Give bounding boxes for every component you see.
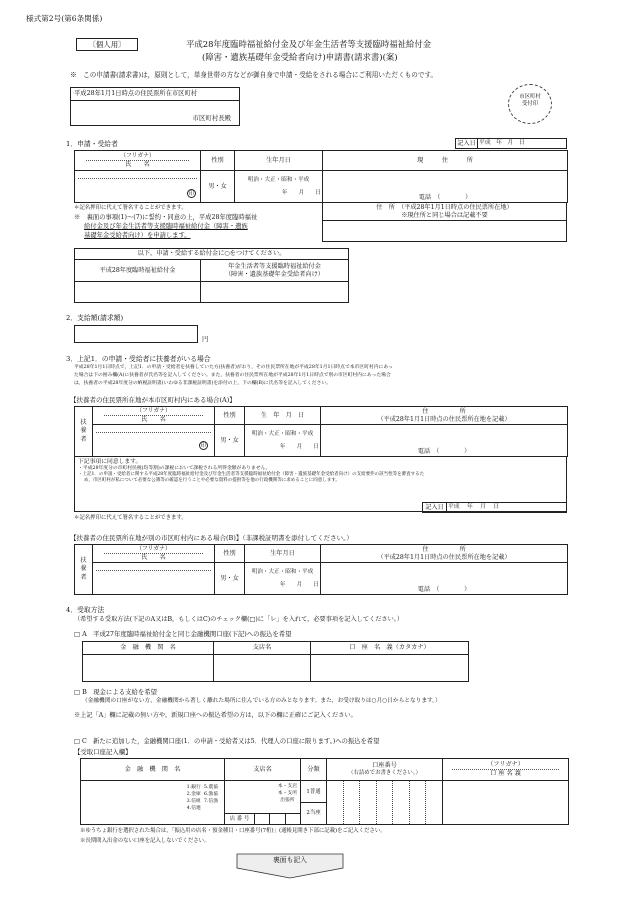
account-holder-header [443, 759, 569, 781]
phone-label: 電話 （ ） [418, 194, 472, 202]
furigana-label: （フリガナ） [86, 153, 189, 161]
address-header: 現 住 所 [323, 151, 568, 171]
dependent-b-name-field[interactable] [93, 563, 215, 595]
account-number-label: 口座番号 [372, 762, 397, 770]
gender-header: 性別 [201, 151, 235, 171]
applicant-name-header [75, 151, 201, 171]
bank-type-list: 1.銀行 5.農協 2.金庫 6.漁協 3.信組 7.信漁 4.信連 [186, 785, 218, 811]
account-number-sub: （右詰めでお書きください。） [348, 770, 421, 776]
consent-item-3: め，市区町村が私について必要な公簿等の確認を行うことや必要な資料の提供等を他の行政機関等に求めることに同意します。 [84, 477, 340, 483]
amount-unit: 円 [202, 335, 209, 343]
account-entry-table [80, 758, 569, 825]
option-a-bank-field[interactable] [83, 655, 214, 682]
address-field[interactable] [323, 171, 568, 203]
consent-item-2: ・上記1．の申請・受給者に関する平成28年度臨時福祉給付金及び年金生活者等支援臨時福祉給付金（障害・遺族基礎年金受給者向け）の支給要件の該当性等を審査するた [78, 472, 425, 478]
dependent-b-name-label: 氏 名 [141, 553, 166, 561]
option-a-branch-field[interactable] [214, 655, 311, 682]
consent-title: 下記事項に同意します。 [78, 459, 142, 465]
account-bank-field[interactable] [81, 781, 225, 825]
dependent-a-name-field[interactable] [93, 425, 215, 457]
section3-paragraph-3: は，扶養者の平成28年度分の納税証明書(いわゆる非課税証明書)を添付の上，下の欄(B)に氏名等を記入してください。 [74, 381, 331, 386]
registered-address-label: 住 所 （平成28年1月1日時点の住民票所在地） [376, 203, 513, 211]
dependent-b-heading: 【扶養者の住民票所在地が別の市区町村内にある場合(B)】（非課税証明書を添付してください。） [70, 534, 353, 542]
consent-note-1: ※ 裏面の事項(1)～(7)に誓約・同意の上，平成28年度臨時福祉 [74, 214, 258, 221]
form-number: 様式第2号(第6条関係) [26, 14, 103, 23]
dependent-a-gender-field[interactable]: 男・女 [215, 425, 245, 457]
dependent-b-era: 明治・大正・昭和・平成 [251, 568, 314, 575]
benefit-mark-a[interactable] [75, 282, 201, 303]
registered-address-note: ※現住所と同じ場合は記載不要 [401, 211, 488, 219]
form-title-line1: 平成28年度臨時福祉給付金及び年金生活者等支援臨時福祉給付金 [186, 39, 432, 49]
dependent-a-ymd: 年 月 日 [279, 443, 319, 450]
dependent-a-address-h1: 住 所 [422, 407, 466, 415]
option-a-branch-header: 支店名 [214, 642, 311, 655]
dependent-b-ymd: 年 月 日 [279, 581, 319, 588]
residence-label: 平成28年1月1日時点の住民票所在市区町村 [71, 88, 239, 101]
dependent-b-address-header [321, 545, 568, 563]
dob-field[interactable] [235, 171, 323, 203]
account-branch-field[interactable] [225, 781, 301, 825]
dependent-b-address-h1: 住 所 [422, 545, 466, 553]
dependent-seal-note: ＊記名押印に代えて署名することができます。 [74, 515, 187, 521]
option-a-bank-table [82, 641, 469, 682]
section4-heading: 4．受取方法 [66, 606, 105, 614]
option-b-checkbox[interactable]: □ B 現金による支給を希望 [74, 688, 158, 696]
account-branch-header: 支店名 [225, 759, 301, 781]
seal-note: ＊記名押印に代えて署名することができます。 [74, 205, 187, 211]
entry-date-table [455, 138, 567, 149]
dependent-a-address-h2: （平成28年1月1日時点の住民票所在地を記載） [377, 415, 511, 423]
benefit-selection-table [74, 248, 349, 303]
dependent-b-address-field[interactable] [321, 563, 568, 595]
benefit-selection-header: 以下，申請・受給する給付金に○をつけてください。 [75, 249, 349, 260]
applicant-name-field[interactable] [75, 171, 201, 203]
dependent-a-name-label: 氏 名 [141, 415, 166, 423]
section3-paragraph-1: 平成28年1月1日時点で，上記1．の申請・受給者を扶養していた方(扶養者)がおり，その住民票所在地が平成28年1月1日時点で本市区町村内にあっ [74, 365, 393, 370]
entry-date-field[interactable]: 平成 年 月 日 [478, 139, 567, 149]
residence-municipality-box [70, 87, 240, 126]
registered-address-field[interactable] [323, 221, 567, 242]
benefit-option-a[interactable]: 平成28年度臨時福祉給付金 [75, 260, 201, 282]
dependent-b-label: 扶 養 者 [75, 545, 93, 595]
applicant-table [74, 150, 568, 203]
dormant-account-note: ※長期間入出金のない口座を記入しないでください。 [80, 838, 210, 844]
dependent-b-dob-field[interactable] [245, 563, 321, 595]
registered-address-header [323, 203, 567, 221]
dependent-b-table [74, 544, 568, 595]
account-bank-header: 金 融 機 関 名 [81, 759, 225, 781]
dependent-a-gender-header: 性別 [215, 407, 245, 425]
dependent-b-address-h2: （平成28年1月1日時点の住民票所在地を記載） [377, 553, 511, 561]
intro-note: ※ この申請書(請求書)は，原則として，単身世帯の方などが御自身で申請・受給をされる場合にご利用いただくものです。 [70, 71, 438, 79]
dob-ymd: 年 月 日 [281, 189, 321, 196]
reception-stamp-area: 市区町村 受付印 [508, 84, 552, 124]
benefit-option-b-line1: 年金生活者等支援臨時福祉給付金 [228, 262, 321, 270]
dependent-a-name-header [93, 407, 215, 425]
section1-heading: 1．申請・受給者 [66, 140, 118, 148]
dependent-a-furigana-label: （フリガナ） [104, 408, 203, 416]
kind-checking[interactable]: 2当座 [306, 810, 321, 816]
benefit-mark-b[interactable] [201, 282, 349, 303]
consent-note-3: 基礎年金受給者向け）を申請します。 [84, 232, 191, 239]
dependent-b-furigana-label: （フリガナ） [104, 546, 203, 554]
account-holder-furigana: （フリガナ） [452, 761, 559, 770]
dependent-b-phone: 電話 （ ） [417, 586, 471, 594]
seal-mark: 印 [188, 191, 195, 197]
branch-code-label: 店 番 号 [225, 814, 255, 824]
option-a-bank-header: 金 融 機 関 名 [83, 642, 214, 655]
dependent-a-dob-field[interactable] [245, 425, 321, 457]
form-title-line2: (障害・遺族基礎年金受給者向け)申請書(請求書)(案) [202, 52, 398, 62]
name-label: 氏 名 [125, 160, 150, 168]
registered-address-table [322, 202, 567, 242]
option-a-holder-header: 口 座 名 義（カタカナ） [311, 642, 469, 655]
consent-item-1: ・平成28年度分の市町村民税(均等割)の課税において課税される所得金額がありません。 [78, 466, 271, 472]
residence-addressee: 市区町村長殿 [192, 114, 231, 122]
account-kind-header: 分類 [301, 759, 327, 781]
dependent-a-address-header [321, 407, 568, 425]
dependent-a-heading: 【扶養者の住民票所在地が本市区町村内にある場合(A)】 [70, 396, 236, 404]
era-options: 明治・大正・昭和・平成 [247, 176, 310, 183]
section3-paragraph-2: た場合は下の囲み欄(A)に扶養者が氏名等を記入してください。また，扶養者の住民票所在地が平成28年1月1日時点で別の市区町村内にあった場合 [74, 373, 391, 378]
branch-code-row[interactable] [225, 813, 300, 824]
dependent-a-era: 明治・大正・昭和・平成 [251, 430, 314, 437]
dependent-b-gender-header: 性別 [215, 545, 245, 563]
account-kind-field[interactable] [301, 781, 327, 825]
dependent-b-name-header [93, 545, 215, 563]
amount-field[interactable] [74, 325, 198, 343]
section2-heading: 2．支給額(請求額) [66, 314, 124, 322]
consent-note-2: 給付金及び年金生活者等支援臨時福祉給付金（障害・遺族 [84, 223, 248, 230]
dependent-b-gender-field[interactable]: 男・女 [215, 563, 245, 595]
account-entry-heading: 【受取口座記入欄】 [74, 748, 132, 756]
benefit-option-b-line2: （障害・遺族基礎年金受給者向け） [225, 270, 324, 278]
dependent-entry-date-field[interactable]: 平成 年 月 日 [447, 503, 567, 513]
account-number-header [327, 759, 443, 781]
gender-field[interactable]: 男・女 [201, 171, 235, 203]
section4-subheading: （希望する受取方法(下記のA又はB，もしくはC)のチェック欄(□)に「レ」を入れて，必要事項を記入してください。） [74, 616, 404, 623]
benefit-option-b[interactable] [201, 260, 349, 282]
option-b-note: （金融機関の口座がない方，金融機関から著しく離れた場所に住んでいる方のみとなります。また，お受け取りは○月○日からとなります。） [82, 698, 441, 704]
kind-ordinary[interactable]: 1普通 [301, 781, 326, 803]
dependent-a-address-field[interactable] [321, 425, 568, 457]
dependent-a-seal-mark: 印 [200, 443, 207, 449]
dependent-a-label: 扶 養 者 [75, 407, 93, 457]
account-number-field[interactable] [327, 781, 443, 825]
dependent-a-phone: 電話 （ ） [417, 448, 471, 456]
dependent-a-table [74, 406, 568, 457]
section3-heading: 3．上記1．の申請・受給者に扶養者がいる場合 [66, 355, 211, 363]
dob-header: 生年月日 [235, 151, 323, 171]
back-side-note: 裏面も記入 [273, 856, 307, 864]
dependent-entry-date-table [422, 502, 567, 513]
option-a-holder-field[interactable] [311, 655, 469, 682]
entry-date-label: 記入日 [457, 139, 476, 147]
branch-type-list: 本・支店 本・支所 出張所 [277, 784, 297, 803]
account-holder-field[interactable] [443, 781, 569, 825]
option-c-checkbox[interactable]: □ C 新たに追加した，金融機関口座(1．の申請・受給者又は5．代理人の口座に限ります。)への振込を希望 [74, 738, 380, 745]
dependent-b-dob-header: 生年月日 [245, 545, 321, 563]
account-holder-label: 口 座 名 義 [490, 770, 521, 777]
yucho-note: ※ゆうちょ銀行を選択された場合は，「振込用の店名・預金種目・口座番号(7桁)」(通帳見開き下部に記載)をご記入ください。 [80, 828, 386, 834]
dependent-a-dob-header: 生 年 月 日 [245, 407, 321, 425]
option-a-checkbox[interactable]: □ A 平成27年度臨時福祉給付金と同じ金融機関口座(下記)への振込を希望 [74, 630, 292, 638]
option-b-note2: ※上記「A」欄に記載の無い方や，新規口座への振込希望の方は，以下の欄に正確にご記入ください。 [74, 712, 357, 719]
personal-use-label: 〔個人用〕 [76, 38, 138, 51]
dependent-entry-date-label: 記入日 [423, 503, 447, 513]
